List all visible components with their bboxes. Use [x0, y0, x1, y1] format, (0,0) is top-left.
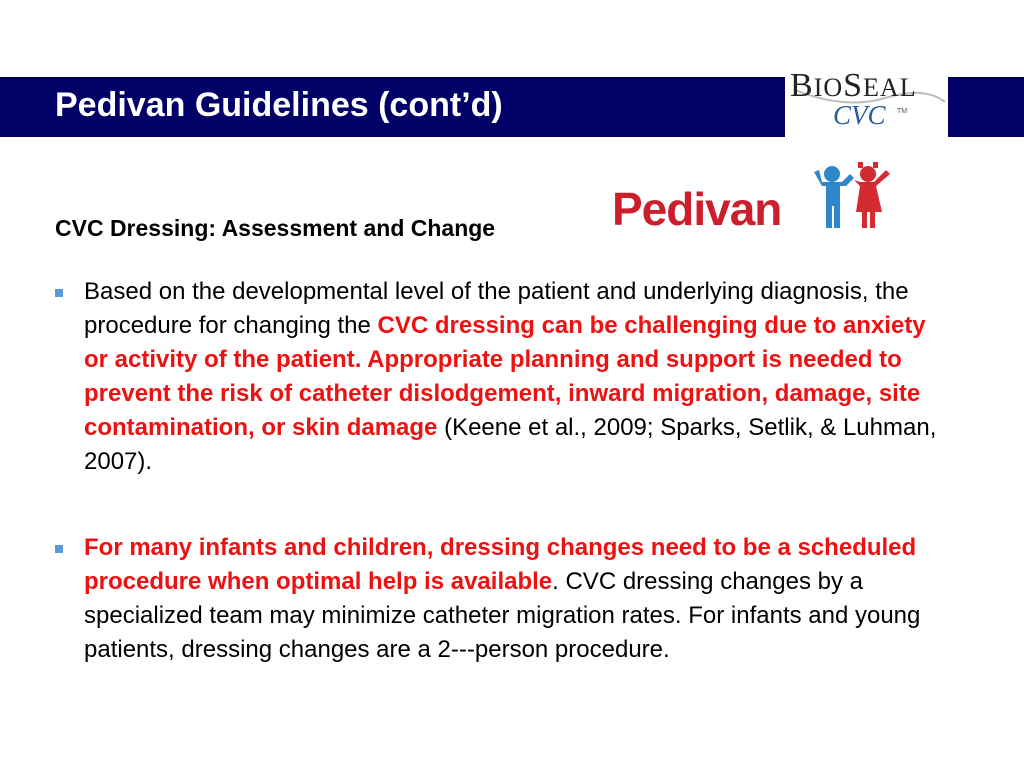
bullet-citation: (Keene et al., 2009; Sparks, Setlik, & Luhman, 2007).: [84, 414, 937, 475]
section-subtitle: CVC Dressing: Assessment and Change: [55, 215, 496, 241]
children-icon: [810, 160, 900, 235]
trademark: TM: [897, 108, 908, 115]
bullet-text: . CVC dressing changes by a specialized team may minimize catheter migration rates. For infants and young patients, dressing changes are a 2---person procedure.: [84, 568, 921, 663]
bioseal-cvc-logo: [785, 62, 948, 137]
pedivan-logo: [612, 160, 902, 240]
bullet-text: Based on the developmental level of the patient and underlying diagnosis, the procedure for changing the: [84, 278, 909, 339]
bullet-item: [55, 531, 955, 667]
bioseal-wordmark: BIOSEAL: [790, 67, 917, 104]
cvc-wordmark: CVC: [833, 100, 886, 130]
bullet-item: [55, 275, 955, 479]
bullet-square-icon: [55, 289, 63, 297]
bullet-emphasis: For many infants and children, dressing changes need to be a scheduled procedure when optimal help is available: [84, 534, 917, 595]
bullet-square-icon: [55, 545, 63, 553]
page-title: Pedivan Guidelines (cont’d): [55, 86, 503, 124]
bullet-emphasis: CVC dressing can be challenging due to anxiety or activity of the patient. Appropriate planning and support is needed to prevent the risk of catheter dislodgement, inward migration, damage, site contamination, or skin damage: [84, 312, 926, 441]
pedivan-wordmark: Pedivan: [612, 183, 782, 235]
